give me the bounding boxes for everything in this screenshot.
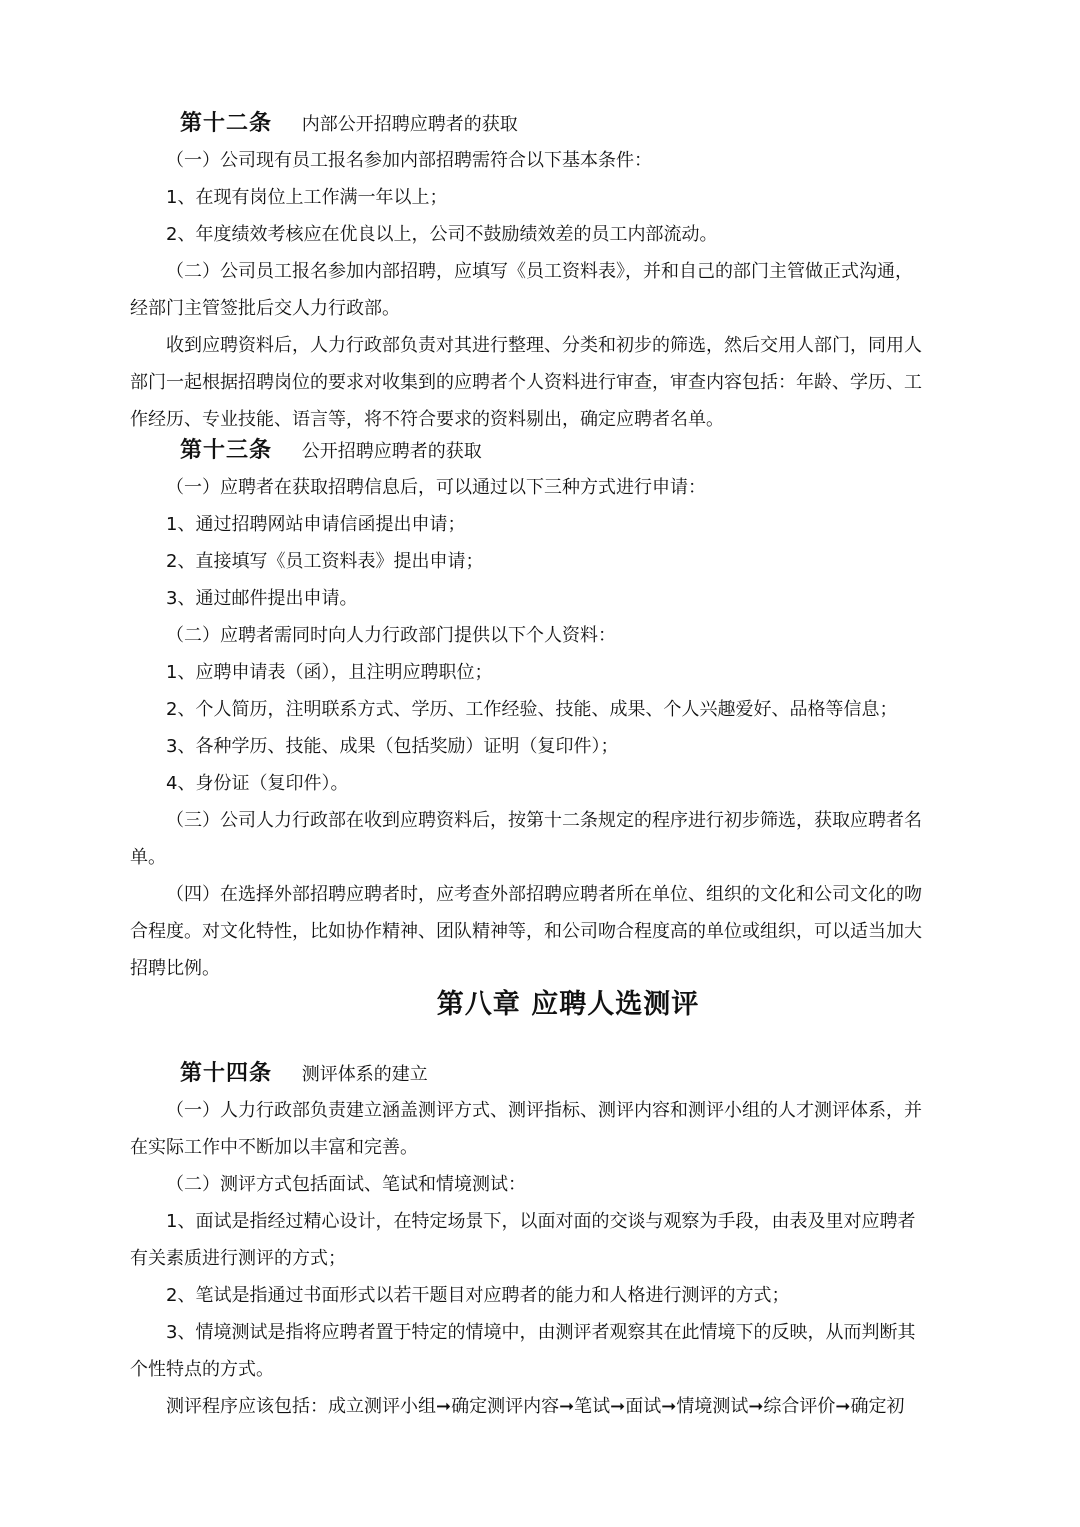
paragraph: 3、各种学历、技能、成果（包括奖励）证明（复印件）； (166, 736, 619, 757)
chapter-title: 第八章 应聘人选测评 (436, 989, 700, 1020)
article-title: 第十四条 (180, 1060, 273, 1086)
article-subtitle: 公开招聘应聘者的获取 (301, 441, 482, 462)
paragraph: 招聘比例。 (130, 958, 220, 979)
article-title: 第十三条 (180, 437, 273, 463)
paragraph: 作经历、专业技能、语言等，将不符合要求的资料剔出，确定应聘者名单。 (130, 409, 724, 430)
paragraph: 个性特点的方式。 (130, 1359, 274, 1380)
article-title: 第十二条 (180, 110, 273, 136)
paragraph: （二）应聘者需同时向人力行政部门提供以下个人资料： (166, 625, 616, 646)
article-12-heading (130, 105, 1006, 142)
article-14 (130, 1055, 1006, 1425)
paragraph: 单。 (130, 847, 166, 868)
paragraph: 经部门主管签批后交人力行政部。 (130, 298, 400, 319)
paragraph: 2、直接填写《员工资料表》提出申请； (166, 551, 484, 572)
paragraph: （二）公司员工报名参加内部招聘，应填写《员工资料表》，并和自己的部门主管做正式沟通， (166, 261, 913, 282)
article-13-heading (130, 432, 1006, 469)
paragraph: 有关素质进行测评的方式； (130, 1248, 346, 1269)
paragraph: （四）在选择外部招聘应聘者时，应考查外部招聘应聘者所在单位、组织的文化和公司文化的吻 (166, 884, 922, 905)
paragraph: 在实际工作中不断加以丰富和完善。 (130, 1137, 418, 1158)
paragraph: 2、个人简历，注明联系方式、学历、工作经验、技能、成果、个人兴趣爱好、品格等信息； (166, 699, 898, 720)
paragraph: （一）人力行政部负责建立涵盖测评方式、测评指标、测评内容和测评小组的人才测评体系，并 (166, 1100, 922, 1121)
paragraph: 4、身份证（复印件）。 (166, 773, 349, 794)
article-13 (130, 432, 1006, 987)
paragraph: 2、年度绩效考核应在优良以上，公司不鼓励绩效差的员工内部流动。 (166, 224, 718, 245)
article-subtitle: 内部公开招聘应聘者的获取 (301, 114, 518, 135)
paragraph: 测评程序应该包括：成立测评小组➞确定测评内容➞笔试➞面试➞情境测试➞综合评价➞确定初 (166, 1396, 905, 1417)
article-12 (130, 105, 1006, 438)
article-14-heading (130, 1055, 1006, 1092)
paragraph: （一）公司现有员工报名参加内部招聘需符合以下基本条件： (166, 150, 652, 171)
paragraph: 1、通过招聘网站申请信函提出申请； (166, 514, 466, 535)
article-subtitle: 测评体系的建立 (301, 1064, 428, 1085)
paragraph: 收到应聘资料后，人力行政部负责对其进行整理、分类和初步的筛选，然后交用人部门，同用人 (166, 335, 922, 356)
paragraph: 部门一起根据招聘岗位的要求对收集到的应聘者个人资料进行审查，审查内容包括：年龄、学历、工 (130, 372, 922, 393)
paragraph: 1、在现有岗位上工作满一年以上； (166, 187, 448, 208)
paragraph: 3、情境测试是指将应聘者置于特定的情境中，由测评者观察其在此情境下的反映，从而判断其 (166, 1322, 916, 1343)
paragraph: 合程度。对文化特性，比如协作精神、团队精神等，和公司吻合程度高的单位或组织，可以适当加大 (130, 921, 922, 942)
paragraph: （一）应聘者在获取招聘信息后，可以通过以下三种方式进行申请： (166, 477, 706, 498)
paragraph: 1、应聘申请表（函），且注明应聘职位； (166, 662, 493, 683)
paragraph: （三）公司人力行政部在收到应聘资料后，按第十二条规定的程序进行初步筛选，获取应聘者名 (166, 810, 922, 831)
paragraph: 3、通过邮件提出申请。 (166, 588, 358, 609)
paragraph: （二）测评方式包括面试、笔试和情境测试： (166, 1174, 526, 1195)
paragraph: 2、笔试是指通过书面形式以若干题目对应聘者的能力和人格进行测评的方式； (166, 1285, 790, 1306)
paragraph: 1、面试是指经过精心设计，在特定场景下，以面对面的交谈与观察为手段，由表及里对应聘者 (166, 1211, 916, 1232)
